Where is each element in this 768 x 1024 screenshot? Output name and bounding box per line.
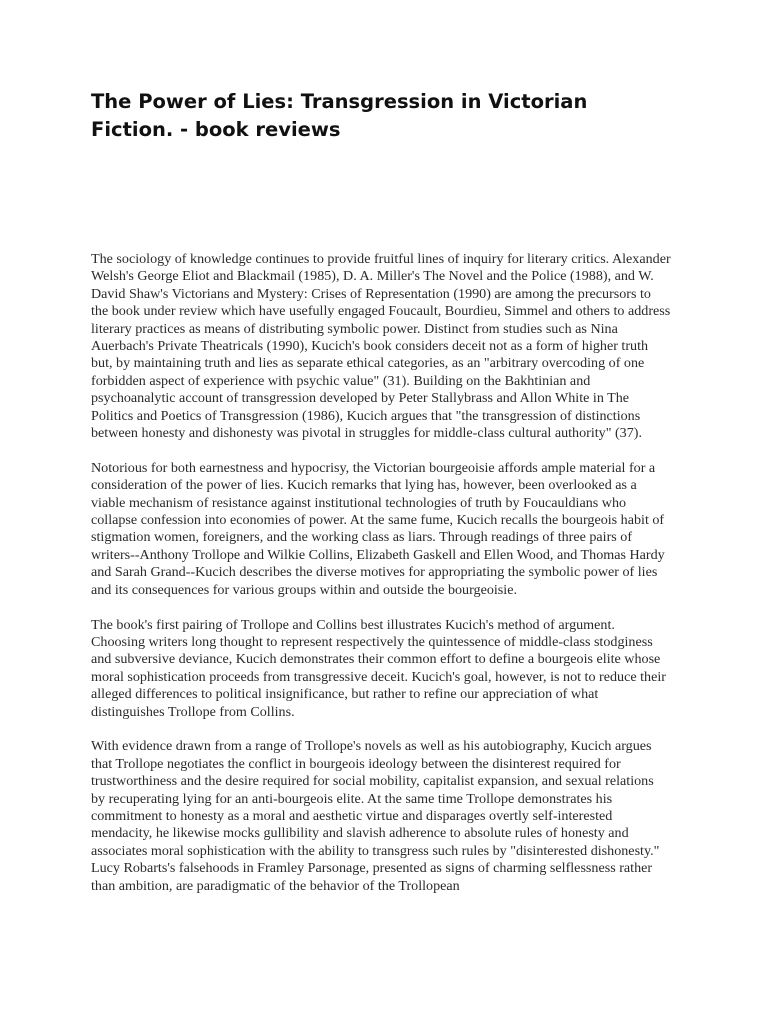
article-paragraph: Notorious for both earnestness and hypocrisy, the Victorian bourgeoisie affords ample material for a consideration of the power of lies. Kucich remarks that lying has, however, been overlooked as a viable mechanism of resistance against institutional technologies of truth by Foucauldians who collapse confession into economies of power. At the same fume, Kucich recalls the bourgeois habit of stigmation women, foreigners, and the working class as liars. Through readings of three pairs of writers--Anthony Trollope and Wilkie Collins, Elizabeth Gaskell and Ellen Wood, and Thomas Hardy and Sarah Grand--Kucich describes the diverse motives for appropriating the symbolic power of lies and its consequences for various groups within and outside the bourgeoisie. [91,459,665,598]
article [91,88,671,912]
article-paragraph: With evidence drawn from a range of Trollope's novels as well as his autobiography, Kucich argues that Trollope negotiates the conflict in bourgeois ideology between the disinterest required for trustworthiness and the desire required for social mobility, capitalist expansion, and sexual relations by recuperating lying for an anti-bourgeois elite. At the same time Trollope demonstrates his commitment to honesty as a moral and aesthetic virtue and disparages overtly self-interested mendacity, he likewise mocks gullibility and slavish adherence to absolute rules of honesty and associates moral sophistication with the ability to transgress such rules by "disinterested dishonesty." Lucy Robarts's falsehoods in Framley Parsonage, presented as signs of charming selflessness rather than ambition, are paradigmatic of the behavior of the Trollopean [91,738,660,894]
article-body [91,251,671,895]
article-title: The Power of Lies: Transgression in Victorian Fiction. - book reviews [91,90,588,141]
article-paragraph: The book's first pairing of Trollope and Collins best illustrates Kucich's method of argument. Choosing writers long thought to represent respectively the quintessence of middle-class stodginess and subversive deviance, Kucich demonstrates their common effort to define a bourgeois elite whose moral sophistication proceeds from transgressive deceit. Kucich's goal, however, is not to reduce their alleged differences to political insignificance, but rather to refine our appreciation of what distinguishes Trollope from Collins. [91,616,666,720]
article-paragraph: The sociology of knowledge continues to provide fruitful lines of inquiry for literary critics. Alexander Welsh's George Eliot and Blackmail (1985), D. A. Miller's The Novel and the Police (1988), and W. David Shaw's Victorians and Mystery: Crises of Representation (1990) are among the precursors to the book under review which have usefully engaged Foucault, Bourdieu, Simmel and others to address literary practices as means of distributing symbolic power. Distinct from studies such as Nina Auerbach's Private Theatricals (1990), Kucich's book considers deceit not as a form of higher truth but, by maintaining truth and lies as separate ethical categories, as an "arbitrary overcoding of one forbidden aspect of experience with psychic value" (31). Building on the Bakhtinian and psychoanalytic account of transgression developed by Peter Stallybrass and Allon White in The Politics and Poetics of Transgression (1986), Kucich argues that "the transgression of distinctions between honesty and dishonesty was pivotal in struggles for middle-class cultural authority" (37). [91,251,671,442]
